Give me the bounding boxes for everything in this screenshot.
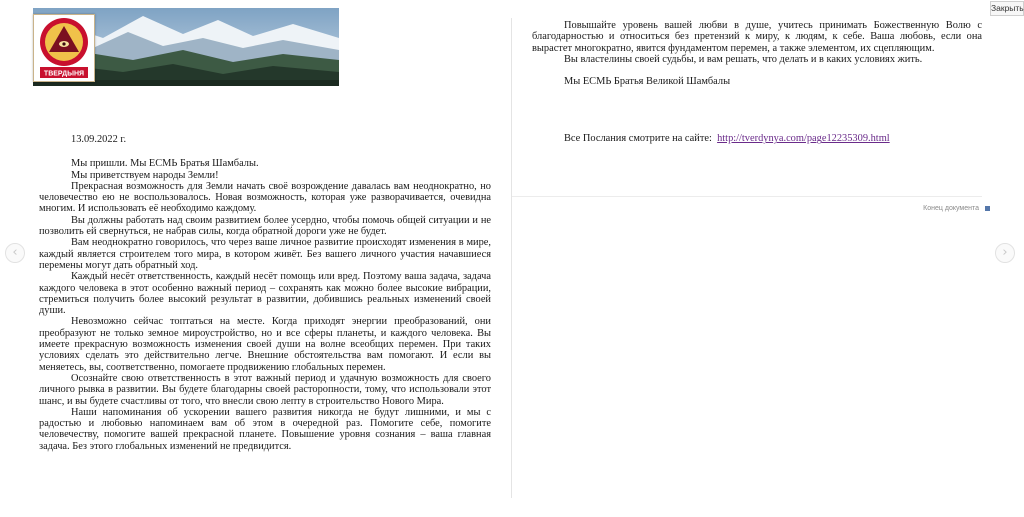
paragraph: Вам неоднократно говорилось, что через ваше личное развитие происходят изменения в мире, каждый является строителем того мира, в котором живёт. Без вашего личного участия начавшиеся перемены могут дать обратный ход. bbox=[39, 237, 491, 271]
signature: Мы ЕСМЬ Братья Великой Шамбалы bbox=[564, 76, 731, 88]
end-of-document bbox=[923, 205, 990, 212]
square-marker-icon bbox=[985, 206, 990, 211]
paragraph: Мы приветствуем народы Земли! bbox=[71, 169, 219, 181]
paragraph: Вы должны работать над своим развитием более усердно, чтобы помочь общей ситуации и не позволить ей свернуться, не набрав силы, когда обратной дороги уже не будет. bbox=[39, 214, 491, 238]
right-page-text bbox=[532, 20, 982, 145]
paragraph: Наши напоминания об ускорении вашего развития никогда не будут лишними, и мы с радостью и любовью напоминаем вам об этом в очередной раз. Помогите себе, помогите человечеству, помогите вашей прекрасной планете. Повышение уровня сознания – ваша главная задача. Без этого глобальных изменений не предвидится. bbox=[39, 406, 491, 452]
tverdynya-logo bbox=[33, 14, 95, 82]
site-link[interactable]: http://tverdynya.com/page12235309.html bbox=[717, 133, 890, 145]
left-page-text bbox=[39, 134, 491, 452]
end-divider bbox=[512, 196, 982, 197]
eye-triangle-logo-icon bbox=[34, 15, 94, 81]
paragraph: Мы пришли. Мы ЕСМЬ Братья Шамбалы. bbox=[71, 158, 259, 170]
right-page bbox=[512, 0, 990, 517]
paragraph: Осознайте свою ответственность в этот важный период и удачную возможность для своего личного рывка в развитии. Вы будете благодарны своей расторопности, тому, что использовали этот шанс, и вы будете счастливы от того, что внесли свою лепту в строительство Нового Мира. bbox=[39, 372, 491, 407]
site-reference bbox=[564, 133, 982, 144]
paragraph: Вы властелины своей судьбы, и вам решать, что делать и в каких условиях жить. bbox=[564, 53, 923, 65]
paragraph: Прекрасная возможность для Земли начать своё возрождение давалась вам неоднократно, но человечество ею не воспользовалось. Новая возможность, которая уже разворачивается, очевидна многим. И использовать её необходимо каждому. bbox=[39, 180, 491, 215]
paragraph: Каждый несёт ответственность, каждый несёт помощь или вред. Поэтому ваша задача, задача каждого человека в этот особенно важный период – сохранять как можно более высокие вибрации, стремиться получить более высокий результат в развитии, добившись реальных изменений своей души. bbox=[39, 271, 491, 317]
chevron-left-icon[interactable]: ‹ bbox=[5, 243, 25, 263]
end-label-text: Конец документа bbox=[923, 205, 979, 212]
site-prefix: Все Послания смотрите на сайте: bbox=[564, 133, 712, 145]
paragraph: Повышайте уровень вашей любви в душе, учитесь принимать Божественную Волю с благодарностью и относиться без претензий к миру, к людям, к себе. Ваша любовь, если она вырастет многократно, явится фундаментом перемен, а также элементом, их сцепляющим. bbox=[532, 20, 982, 54]
left-page bbox=[28, 0, 510, 517]
logo-text: ТВЕРДЫНЯ bbox=[43, 70, 85, 78]
close-button[interactable]: Закрыть bbox=[990, 1, 1024, 16]
paragraph: Невозможно сейчас топтаться на месте. Когда приходят энергии преобразований, они преобразуют не только земное мироустройство, но и все сферы планеты, и каждого человека. Вы имеете прекрасную возможность изменения своей души на волне всеобщих перемен. При таких условиях сделать это действительно легче. Внешние обстоятельства вам помогают. И если вы меняетесь, вы, соответственно, помогаете продвижению глобальных перемен. bbox=[39, 316, 491, 373]
chevron-right-icon[interactable]: › bbox=[995, 243, 1015, 263]
letter-date: 13.09.2022 г. bbox=[71, 134, 127, 145]
